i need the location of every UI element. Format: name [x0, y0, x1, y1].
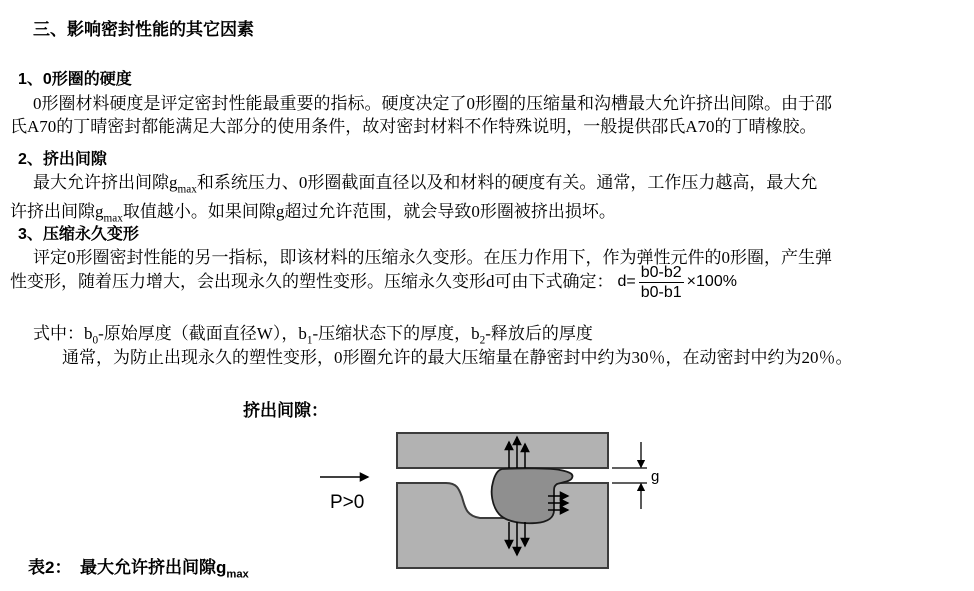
- section-1-line-2: 氏A70的丁晴密封都能满足大部分的使用条件，故对密封材料不作特殊说明，一般提供邵氏A70的丁晴橡胶。: [10, 117, 817, 136]
- gap-label: g: [651, 468, 660, 485]
- formula-denominator: b0-b1: [640, 283, 682, 301]
- table2-caption: 表2： 最大允许挤出间隙$g_{max}$: [28, 558, 249, 581]
- section-3-heading: 3、压缩永久变形: [18, 226, 139, 243]
- formula-intro-text: 性变形，随着压力增大，会出现永久的塑性变形。压缩永久变形d可由下式确定：: [10, 272, 614, 291]
- upper-plate: [397, 433, 608, 468]
- section-1-heading: 1、0形圈的硬度: [18, 71, 132, 88]
- section-3-line-1: 评定0形圈密封性能的另一指标，即该材料的压缩永久变形。在压力作用下，作为弹性元件的0形圈，产生弹: [33, 248, 832, 267]
- section-2-line-1: 最大允许挤出间隙$g_{max}$和系统压力、0形圈截面直径以及和材料的硬度有关。通常，工作压力越高，最大允: [33, 173, 818, 196]
- section-2-heading: 2、挤出间隙: [18, 151, 107, 168]
- compression-set-formula: [618, 264, 737, 301]
- section-3-line-2: [10, 261, 737, 303]
- extrusion-gap-diagram: [318, 428, 664, 574]
- formula-numerator: b0-b2: [640, 263, 682, 281]
- gap-dimension: [612, 442, 647, 509]
- diagram-title: 挤出间隙：: [243, 401, 328, 420]
- compression-limit-line: 通常，为防止出现永久的塑性变形，0形圈允许的最大压缩量在静密封中约为30％，在动密封中约为20％。: [62, 348, 853, 367]
- section-2-line-2: 许挤出间隙$g_{max}$取值越小。如果间隙g超过允许范围，就会导致0形圈被挤出损坏。: [10, 202, 616, 225]
- formula-suffix: ×100%: [686, 273, 737, 290]
- formula-legend-line: 式中：$b_0-$原始厚度（截面直径W），$b_1-$压缩状态下的厚度，$b_2-$释放后的厚度: [33, 324, 593, 347]
- formula-lhs: d=: [617, 273, 636, 290]
- formula-fraction: [639, 264, 684, 301]
- pressure-label: P>0: [330, 492, 365, 513]
- section-1-line-1: 0形圈材料硬度是评定密封性能最重要的指标。硬度决定了0形圈的压缩量和沟槽最大允许挤出间隙。由于邵: [33, 94, 832, 113]
- page-title: 三、影响密封性能的其它因素: [33, 20, 254, 39]
